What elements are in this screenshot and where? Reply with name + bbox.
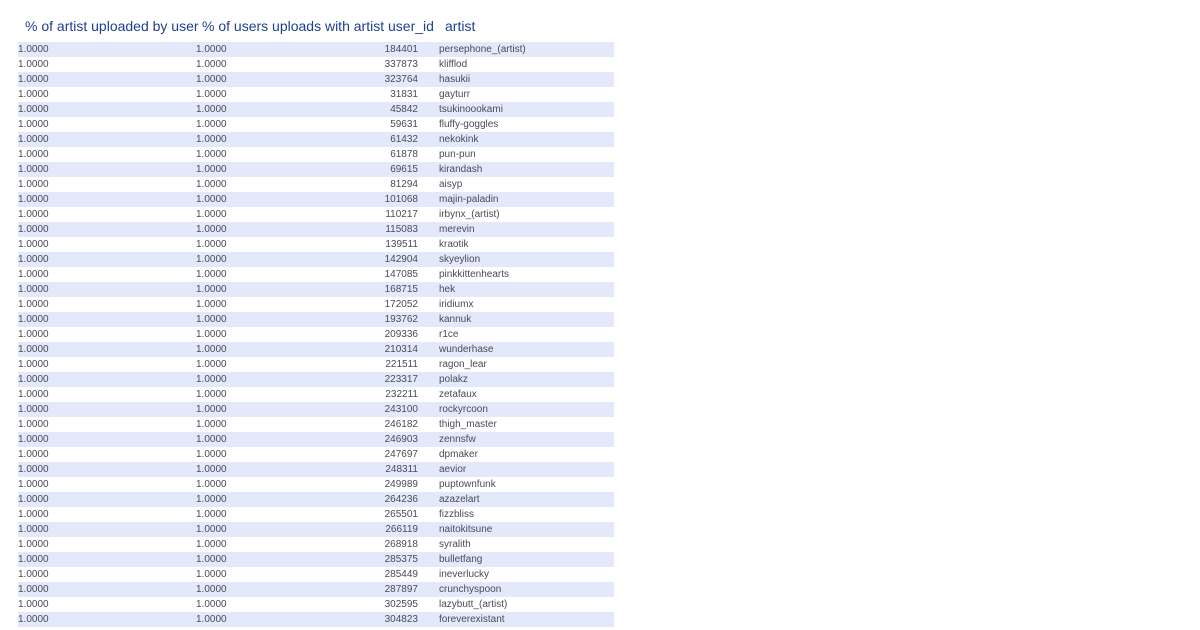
cell-artist: majin-paladin [439,194,499,205]
cell-user-id: 147085 [384,269,418,280]
cell-artist: bulletfang [439,554,483,565]
cell-user-id: 287897 [384,584,418,595]
table-row [18,492,614,507]
header-artist[interactable]: artist [445,18,476,34]
cell-artist: ragon_lear [439,359,487,370]
cell-pct-users: 1.0000 [196,299,227,310]
cell-pct-artist: 1.0000 [18,194,49,205]
cell-user-id: 168715 [384,284,418,295]
cell-artist: pinkkittenhearts [439,269,510,280]
cell-pct-users: 1.0000 [196,314,227,325]
cell-user-id: 221511 [385,359,418,370]
cell-pct-users: 1.0000 [196,419,227,430]
table-row [18,462,614,477]
cell-artist: lazybutt_(artist) [439,599,508,610]
table-row [18,282,614,297]
cell-artist: zetafaux [439,389,477,400]
cell-artist: pun-pun [439,149,476,160]
cell-pct-users: 1.0000 [196,134,227,145]
cell-pct-users: 1.0000 [196,44,227,55]
cell-pct-users: 1.0000 [196,74,227,85]
cell-pct-users: 1.0000 [196,464,227,475]
cell-pct-users: 1.0000 [196,359,227,370]
cell-pct-users: 1.0000 [196,164,227,175]
cell-user-id: 209336 [384,329,418,340]
table-row [18,42,614,57]
cell-pct-users: 1.0000 [196,509,227,520]
cell-pct-users: 1.0000 [196,269,227,280]
cell-artist: nekokink [439,134,479,145]
cell-artist: kirandash [439,164,483,175]
cell-user-id: 304823 [384,614,418,625]
table-row [18,477,614,492]
cell-pct-users: 1.0000 [196,599,227,610]
table-row [18,102,614,117]
cell-pct-artist: 1.0000 [18,179,49,190]
cell-pct-artist: 1.0000 [18,389,49,400]
table-row [18,372,614,387]
cell-pct-users: 1.0000 [196,404,227,415]
cell-user-id: 243100 [384,404,418,415]
cell-user-id: 302595 [384,599,418,610]
cell-pct-users: 1.0000 [196,194,227,205]
cell-user-id: 31831 [390,89,418,100]
cell-pct-users: 1.0000 [196,584,227,595]
table-row [18,537,614,552]
table-body [18,42,614,627]
cell-pct-artist: 1.0000 [18,479,49,490]
cell-pct-artist: 1.0000 [18,74,49,85]
table-row [18,447,614,462]
cell-pct-artist: 1.0000 [18,299,49,310]
cell-pct-users: 1.0000 [196,179,227,190]
cell-pct-users: 1.0000 [196,554,227,565]
cell-user-id: 193762 [384,314,418,325]
cell-pct-users: 1.0000 [196,614,227,625]
cell-artist: ineverlucky [439,569,490,580]
cell-user-id: 266119 [385,524,418,535]
cell-user-id: 81294 [390,179,418,190]
table-row [18,177,614,192]
table-row [18,417,614,432]
header-pct-users-uploads-with-artist[interactable]: % of users uploads with artist [202,18,385,34]
table-row [18,612,614,627]
cell-artist: tsukinoookami [439,104,503,115]
cell-pct-users: 1.0000 [196,89,227,100]
cell-user-id: 246182 [384,419,418,430]
cell-artist: aisyp [439,179,463,190]
table-row [18,507,614,522]
cell-user-id: 337873 [384,59,418,70]
table-header [18,10,614,42]
cell-pct-artist: 1.0000 [18,284,49,295]
table-row [18,132,614,147]
table-row [18,252,614,267]
cell-user-id: 115083 [385,224,418,235]
cell-pct-users: 1.0000 [196,119,227,130]
cell-pct-artist: 1.0000 [18,269,49,280]
cell-pct-artist: 1.0000 [18,239,49,250]
cell-user-id: 142904 [384,254,418,265]
cell-artist: r1ce [439,329,459,340]
cell-pct-artist: 1.0000 [18,374,49,385]
table-row [18,402,614,417]
cell-pct-artist: 1.0000 [18,509,49,520]
cell-artist: merevin [439,224,475,235]
cell-artist: hek [439,284,456,295]
cell-pct-artist: 1.0000 [18,314,49,325]
cell-pct-users: 1.0000 [196,284,227,295]
cell-pct-artist: 1.0000 [18,134,49,145]
table-row [18,222,614,237]
cell-artist: rockyrcoon [439,404,488,415]
table-row [18,597,614,612]
cell-pct-users: 1.0000 [196,59,227,70]
table-row [18,87,614,102]
table-row [18,147,614,162]
cell-artist: thigh_master [439,419,497,430]
cell-pct-users: 1.0000 [196,539,227,550]
cell-artist: crunchyspoon [439,584,502,595]
cell-pct-users: 1.0000 [196,494,227,505]
cell-user-id: 223317 [384,374,418,385]
cell-pct-artist: 1.0000 [18,584,49,595]
cell-pct-artist: 1.0000 [18,254,49,265]
cell-pct-artist: 1.0000 [18,164,49,175]
cell-artist: naitokitsune [439,524,493,535]
cell-pct-users: 1.0000 [196,524,227,535]
cell-pct-artist: 1.0000 [18,599,49,610]
cell-pct-artist: 1.0000 [18,209,49,220]
cell-artist: klifflod [439,59,468,70]
cell-artist: fluffy-goggles [439,119,499,130]
table-row [18,297,614,312]
cell-pct-users: 1.0000 [196,239,227,250]
cell-user-id: 172052 [384,299,418,310]
cell-pct-artist: 1.0000 [18,554,49,565]
cell-user-id: 285375 [384,554,418,565]
cell-pct-users: 1.0000 [196,329,227,340]
cell-artist: iridiumx [439,299,474,310]
cell-user-id: 247697 [384,449,418,460]
table-row [18,357,614,372]
cell-user-id: 232211 [385,389,418,400]
cell-artist: kannuk [439,314,472,325]
cell-artist: zennsfw [439,434,476,445]
cell-artist: syralith [439,539,471,550]
header-user-id[interactable]: user_id [388,18,434,34]
cell-user-id: 110217 [385,209,418,220]
header-pct-artist-uploaded-by-user[interactable]: % of artist uploaded by user [25,18,199,34]
cell-pct-users: 1.0000 [196,254,227,265]
cell-artist: polakz [439,374,468,385]
cell-artist: gayturr [439,89,471,100]
cell-artist: fizzbliss [439,509,475,520]
cell-pct-artist: 1.0000 [18,104,49,115]
cell-user-id: 249989 [384,479,418,490]
table-row [18,207,614,222]
cell-user-id: 264236 [384,494,418,505]
cell-user-id: 59631 [390,119,418,130]
cell-user-id: 184401 [384,44,418,55]
cell-pct-artist: 1.0000 [18,449,49,460]
cell-user-id: 285449 [384,569,418,580]
table-row [18,192,614,207]
cell-pct-artist: 1.0000 [18,464,49,475]
cell-artist: foreverexistant [439,614,505,625]
cell-pct-artist: 1.0000 [18,434,49,445]
cell-user-id: 268918 [384,539,418,550]
cell-pct-artist: 1.0000 [18,494,49,505]
cell-user-id: 45842 [390,104,418,115]
cell-pct-artist: 1.0000 [18,404,49,415]
table-row [18,162,614,177]
cell-pct-artist: 1.0000 [18,119,49,130]
cell-pct-artist: 1.0000 [18,344,49,355]
table-row [18,432,614,447]
table-row [18,552,614,567]
cell-user-id: 246903 [384,434,418,445]
cell-pct-users: 1.0000 [196,569,227,580]
cell-user-id: 323764 [384,74,418,85]
cell-user-id: 139511 [385,239,418,250]
table-row [18,57,614,72]
cell-artist: azazelart [439,494,480,505]
cell-pct-users: 1.0000 [196,434,227,445]
cell-pct-artist: 1.0000 [18,614,49,625]
cell-pct-users: 1.0000 [196,209,227,220]
table-row [18,387,614,402]
cell-artist: kraotik [439,239,469,250]
cell-artist: dpmaker [439,449,478,460]
table-row [18,237,614,252]
cell-pct-users: 1.0000 [196,374,227,385]
cell-artist: skyeylion [439,254,481,265]
cell-pct-users: 1.0000 [196,449,227,460]
cell-pct-artist: 1.0000 [18,569,49,580]
table-row [18,567,614,582]
cell-pct-artist: 1.0000 [18,419,49,430]
cell-artist: hasukii [439,74,471,85]
table-row [18,342,614,357]
cell-artist: puptownfunk [439,479,496,490]
cell-user-id: 61878 [390,149,418,160]
cell-artist: persephone_(artist) [439,44,526,55]
cell-pct-artist: 1.0000 [18,89,49,100]
cell-pct-users: 1.0000 [196,389,227,400]
cell-user-id: 101068 [384,194,418,205]
table-row [18,72,614,87]
table-row [18,312,614,327]
cell-pct-artist: 1.0000 [18,59,49,70]
cell-pct-artist: 1.0000 [18,329,49,340]
cell-pct-users: 1.0000 [196,479,227,490]
table-row [18,522,614,537]
cell-pct-users: 1.0000 [196,104,227,115]
cell-artist: aevior [439,464,467,475]
cell-user-id: 210314 [384,344,418,355]
table-row [18,327,614,342]
cell-pct-artist: 1.0000 [18,539,49,550]
cell-pct-artist: 1.0000 [18,359,49,370]
cell-pct-users: 1.0000 [196,224,227,235]
cell-user-id: 69615 [390,164,418,175]
cell-pct-artist: 1.0000 [18,44,49,55]
cell-pct-artist: 1.0000 [18,524,49,535]
cell-pct-users: 1.0000 [196,344,227,355]
cell-pct-users: 1.0000 [196,149,227,160]
cell-artist: irbynx_(artist) [439,209,500,220]
table-row [18,267,614,282]
cell-user-id: 248311 [385,464,418,475]
cell-user-id: 265501 [384,509,418,520]
cell-pct-artist: 1.0000 [18,149,49,160]
table-row [18,117,614,132]
data-table [18,10,614,627]
table-row [18,582,614,597]
cell-pct-artist: 1.0000 [18,224,49,235]
cell-artist: wunderhase [439,344,494,355]
cell-user-id: 61432 [390,134,418,145]
